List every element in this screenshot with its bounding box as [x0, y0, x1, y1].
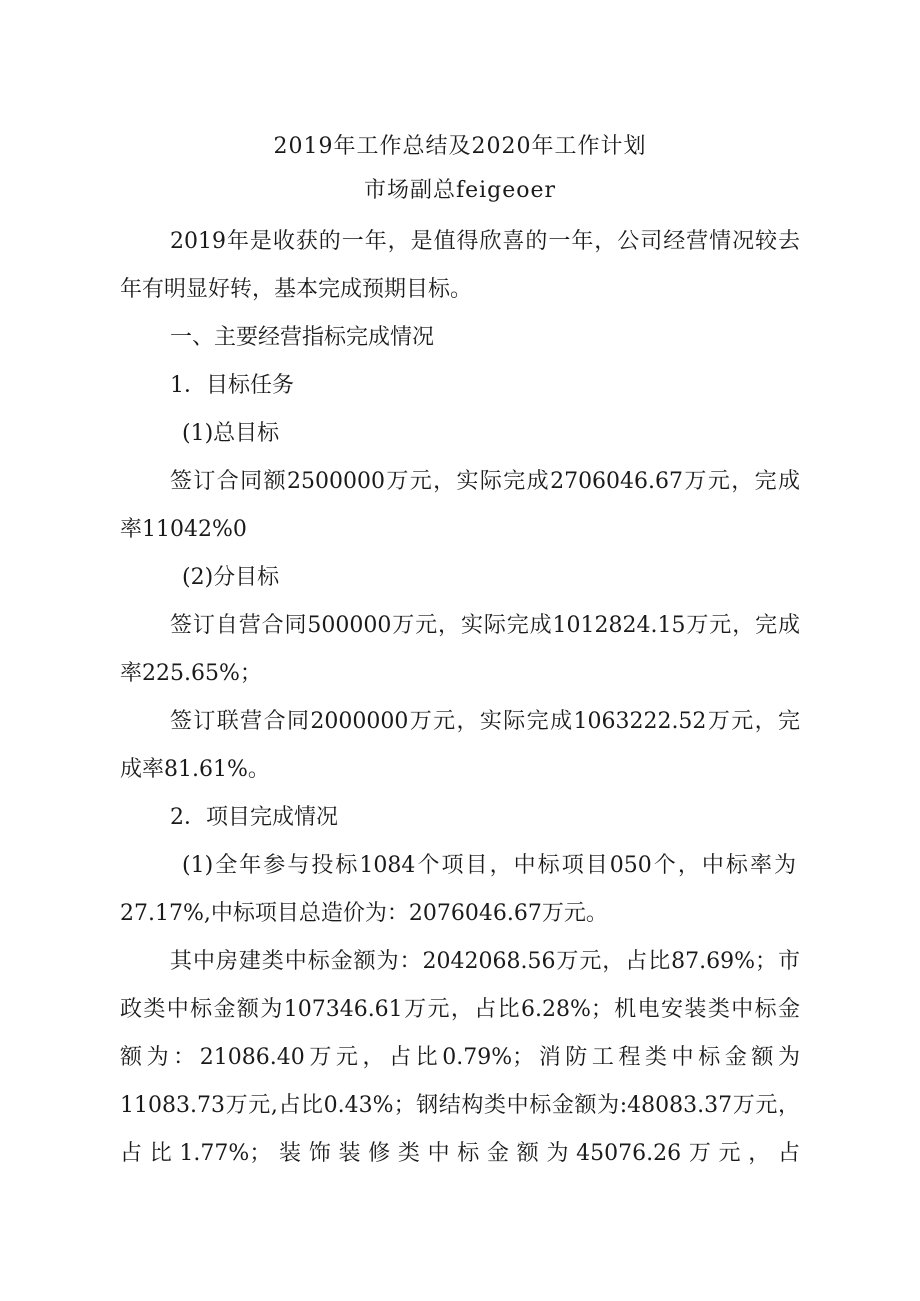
paragraph-line: 27.17%,中标项目总造价为：2076046.67万元。	[120, 901, 608, 926]
paragraph-line: 签订合同额2500000万元，实际完成2706046.67万元，完成	[170, 469, 800, 494]
paragraph-line: 率11042%0	[120, 517, 247, 542]
paragraph-line: 11083.73万元,占比0.43%；钢结构类中标金额为:48083.37万元，	[120, 1093, 800, 1118]
paragraph-line: 占比1.77%；装饰装修类中标金额为45076.26万元，占	[120, 1141, 800, 1166]
paragraph-line: 成率81.61%。	[120, 757, 270, 782]
section-heading: 一、主要经营指标完成情况	[170, 325, 435, 350]
paragraph-line: 其中房建类中标金额为：2042068.56万元，占比87.69%；市	[170, 949, 800, 974]
document-title: 2019年工作总结及2020年工作计划	[273, 134, 647, 159]
item-heading: (2)分目标	[182, 565, 280, 590]
paragraph-line: 率225.65%；	[120, 661, 262, 686]
paragraph-line: (1)全年参与投标1084个项目，中标项目050个，中标率为	[182, 853, 796, 878]
paragraph-line: 年有明显好转，基本完成预期目标。	[120, 277, 473, 302]
item-heading: (1)总目标	[182, 421, 280, 446]
paragraph-line: 签订联营合同2000000万元，实际完成1063222.52万元，完	[170, 709, 800, 734]
paragraph-line: 政类中标金额为107346.61万元，占比6.28%；机电安装类中标金	[120, 997, 800, 1022]
paragraph-line: 2019年是收获的一年，是值得欣喜的一年，公司经营情况较去	[170, 229, 800, 254]
subsection-heading: 1．目标任务	[170, 373, 294, 398]
document-subtitle: 市场副总feigeoer	[363, 178, 557, 203]
paragraph-line: 签订自营合同500000万元，实际完成1012824.15万元，完成	[170, 613, 800, 638]
subsection-heading: 2．项目完成情况	[170, 805, 338, 830]
paragraph-line: 额为：21086.40万元，占比0.79%；消防工程类中标金额为	[120, 1045, 800, 1070]
